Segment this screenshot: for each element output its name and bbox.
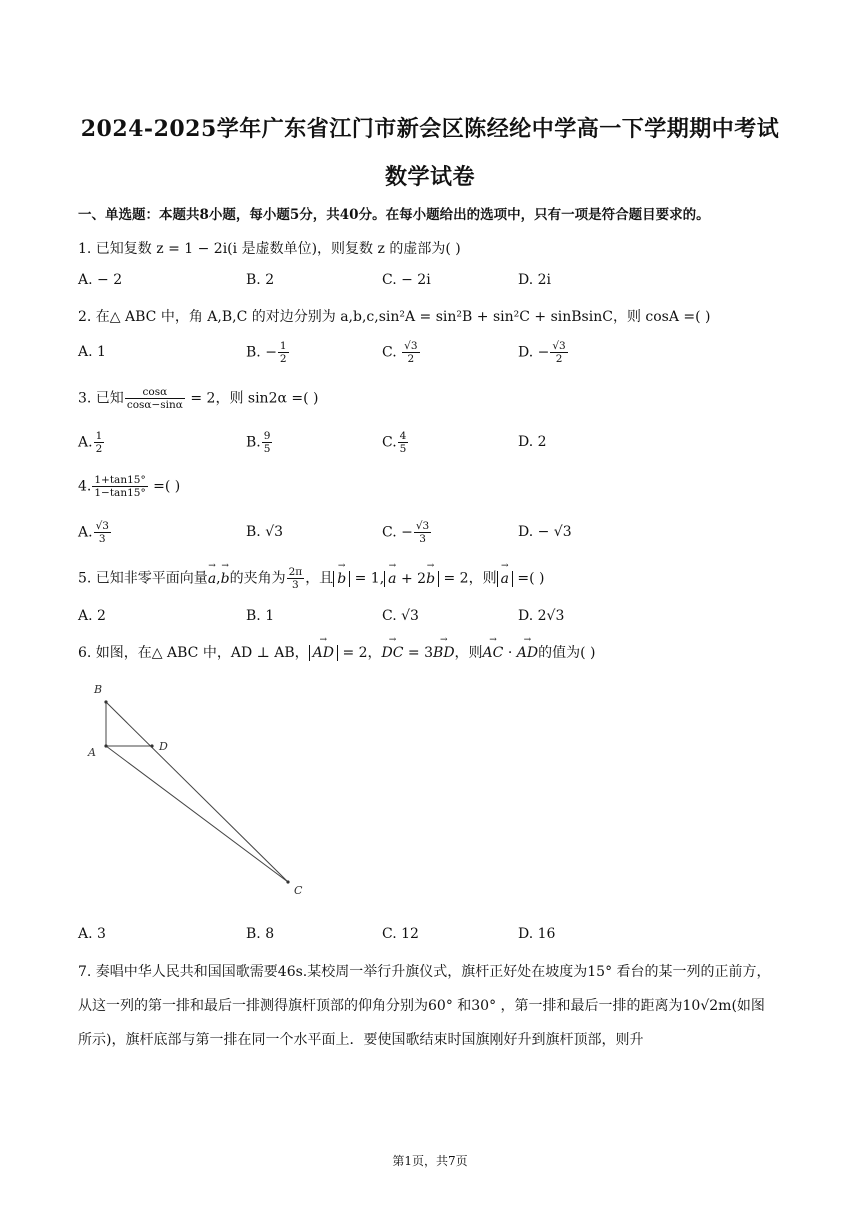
question-7-stem: 7. 奏唱中华人民共和国国歌需要46s.某校周一举行升旗仪式，旗杆正好处在坡度为15° 看台的某一列的正前方，从这一列的第一排和最后一排测得旗杆顶部的仰角分别为60° 和30° ，第一排和最后一排的距离为10√2m(如图所示)，旗杆底部与第一排在同一个水平面上．要使国歌结束时国旗刚好升到旗杆顶部，则升 bbox=[78, 964, 771, 1048]
label-d: D bbox=[159, 740, 168, 753]
q2-option-d: D. − $\frac{√3}{2}$ bbox=[518, 340, 566, 365]
q4-option-a: A. $\frac{√3}{3}$ bbox=[78, 520, 109, 545]
question-5-options bbox=[78, 608, 778, 630]
q3-option-b: B. $\frac{9}{5}$ bbox=[246, 430, 271, 455]
q4-option-c: C. − $\frac{√3}{3}$ bbox=[382, 520, 430, 545]
q1-option-a: A. − 2 bbox=[78, 272, 123, 288]
segment-ac bbox=[106, 746, 288, 882]
q3-option-d: D. 2 bbox=[518, 434, 547, 450]
q4-option-b: B. √3 bbox=[246, 524, 284, 540]
q6-option-d: D. 16 bbox=[518, 926, 556, 942]
question-3-options bbox=[78, 430, 778, 460]
section-heading: 一、单选题：本题共8小题，每小题5分，共40分。在每小题给出的选项中，只有一项是符合题目要求的。 bbox=[78, 207, 710, 223]
q1-option-b: B. 2 bbox=[246, 272, 275, 288]
q6-option-c: C. 12 bbox=[382, 926, 419, 942]
paper-title: 2024-2025学年广东省江门市新会区陈经纶中学高一下学期期中考试 bbox=[80, 116, 780, 142]
question-4-stem: 4. $\frac{1+\tan 15^\circ}{1-\tan 15^\circ}$ =( ) bbox=[78, 474, 181, 499]
paper-subtitle: 数学试卷 bbox=[384, 164, 475, 190]
q3-option-a: A. $\frac{1}{2}$ bbox=[78, 430, 103, 455]
question-2-options bbox=[78, 340, 778, 370]
question-1-options bbox=[78, 272, 778, 294]
point-d bbox=[150, 744, 153, 747]
segment-bc bbox=[106, 702, 288, 882]
label-c: C bbox=[294, 884, 303, 897]
q1-option-c: C. − 2i bbox=[382, 272, 431, 288]
question-2-stem: 2. 在△ ABC 中，角 A,B,C 的对边分别为 a,b,c,sin²A = sin²B + sin²C + sinBsinC，则 cosA =( ) bbox=[78, 309, 711, 325]
q6-option-a: A. 3 bbox=[78, 926, 106, 942]
point-c bbox=[286, 880, 289, 883]
q2-option-c: C. $\frac{√3}{2}$ bbox=[382, 340, 418, 365]
page-footer: 第1页，共7页 bbox=[392, 1154, 468, 1168]
question-1-stem: 1. 已知复数 z = 1 − 2i(i 是虚数单位)，则复数 z 的虚部为( ) bbox=[78, 241, 461, 257]
q5-option-a: A. 2 bbox=[78, 608, 106, 624]
question-6-options bbox=[78, 926, 778, 948]
q1-option-d: D. 2i bbox=[518, 272, 552, 288]
q4-option-d: D. − √3 bbox=[518, 524, 572, 540]
q2-option-b: B. − $\frac{1}{2}$ bbox=[246, 340, 287, 365]
question-6-stem: 6. 如图，在△ ABC 中，AD ⊥ AB，→ AD = 2，→ DC = 3→ BD，则→ AC · → AD的值为( ) bbox=[78, 642, 595, 662]
point-b bbox=[104, 700, 107, 703]
q5-option-c: C. √3 bbox=[382, 608, 419, 624]
question-5-stem: 5. 已知非零平面向量→ a,→ b的夹角为 $\frac{2\pi}{3}$ ，且→ b = 1,→ a + 2→ b = 2，则→ a =( ) bbox=[78, 566, 545, 591]
question-3-stem: 3. 已知 $\frac{\cos\alpha}{\cos\alpha-\sin\alpha}$ = 2，则 sin2α =( ) bbox=[78, 386, 319, 411]
point-a bbox=[104, 744, 107, 747]
question-4-options bbox=[78, 520, 778, 550]
q3-option-c: C. $\frac{4}{5}$ bbox=[382, 430, 407, 455]
triangle-figure bbox=[82, 678, 312, 898]
q5-option-d: D. 2√3 bbox=[518, 608, 565, 624]
q5-option-b: B. 1 bbox=[246, 608, 275, 624]
label-a: A bbox=[88, 746, 96, 759]
q6-option-b: B. 8 bbox=[246, 926, 275, 942]
label-b: B bbox=[94, 683, 103, 696]
q2-option-a: A. 1 bbox=[78, 344, 106, 360]
